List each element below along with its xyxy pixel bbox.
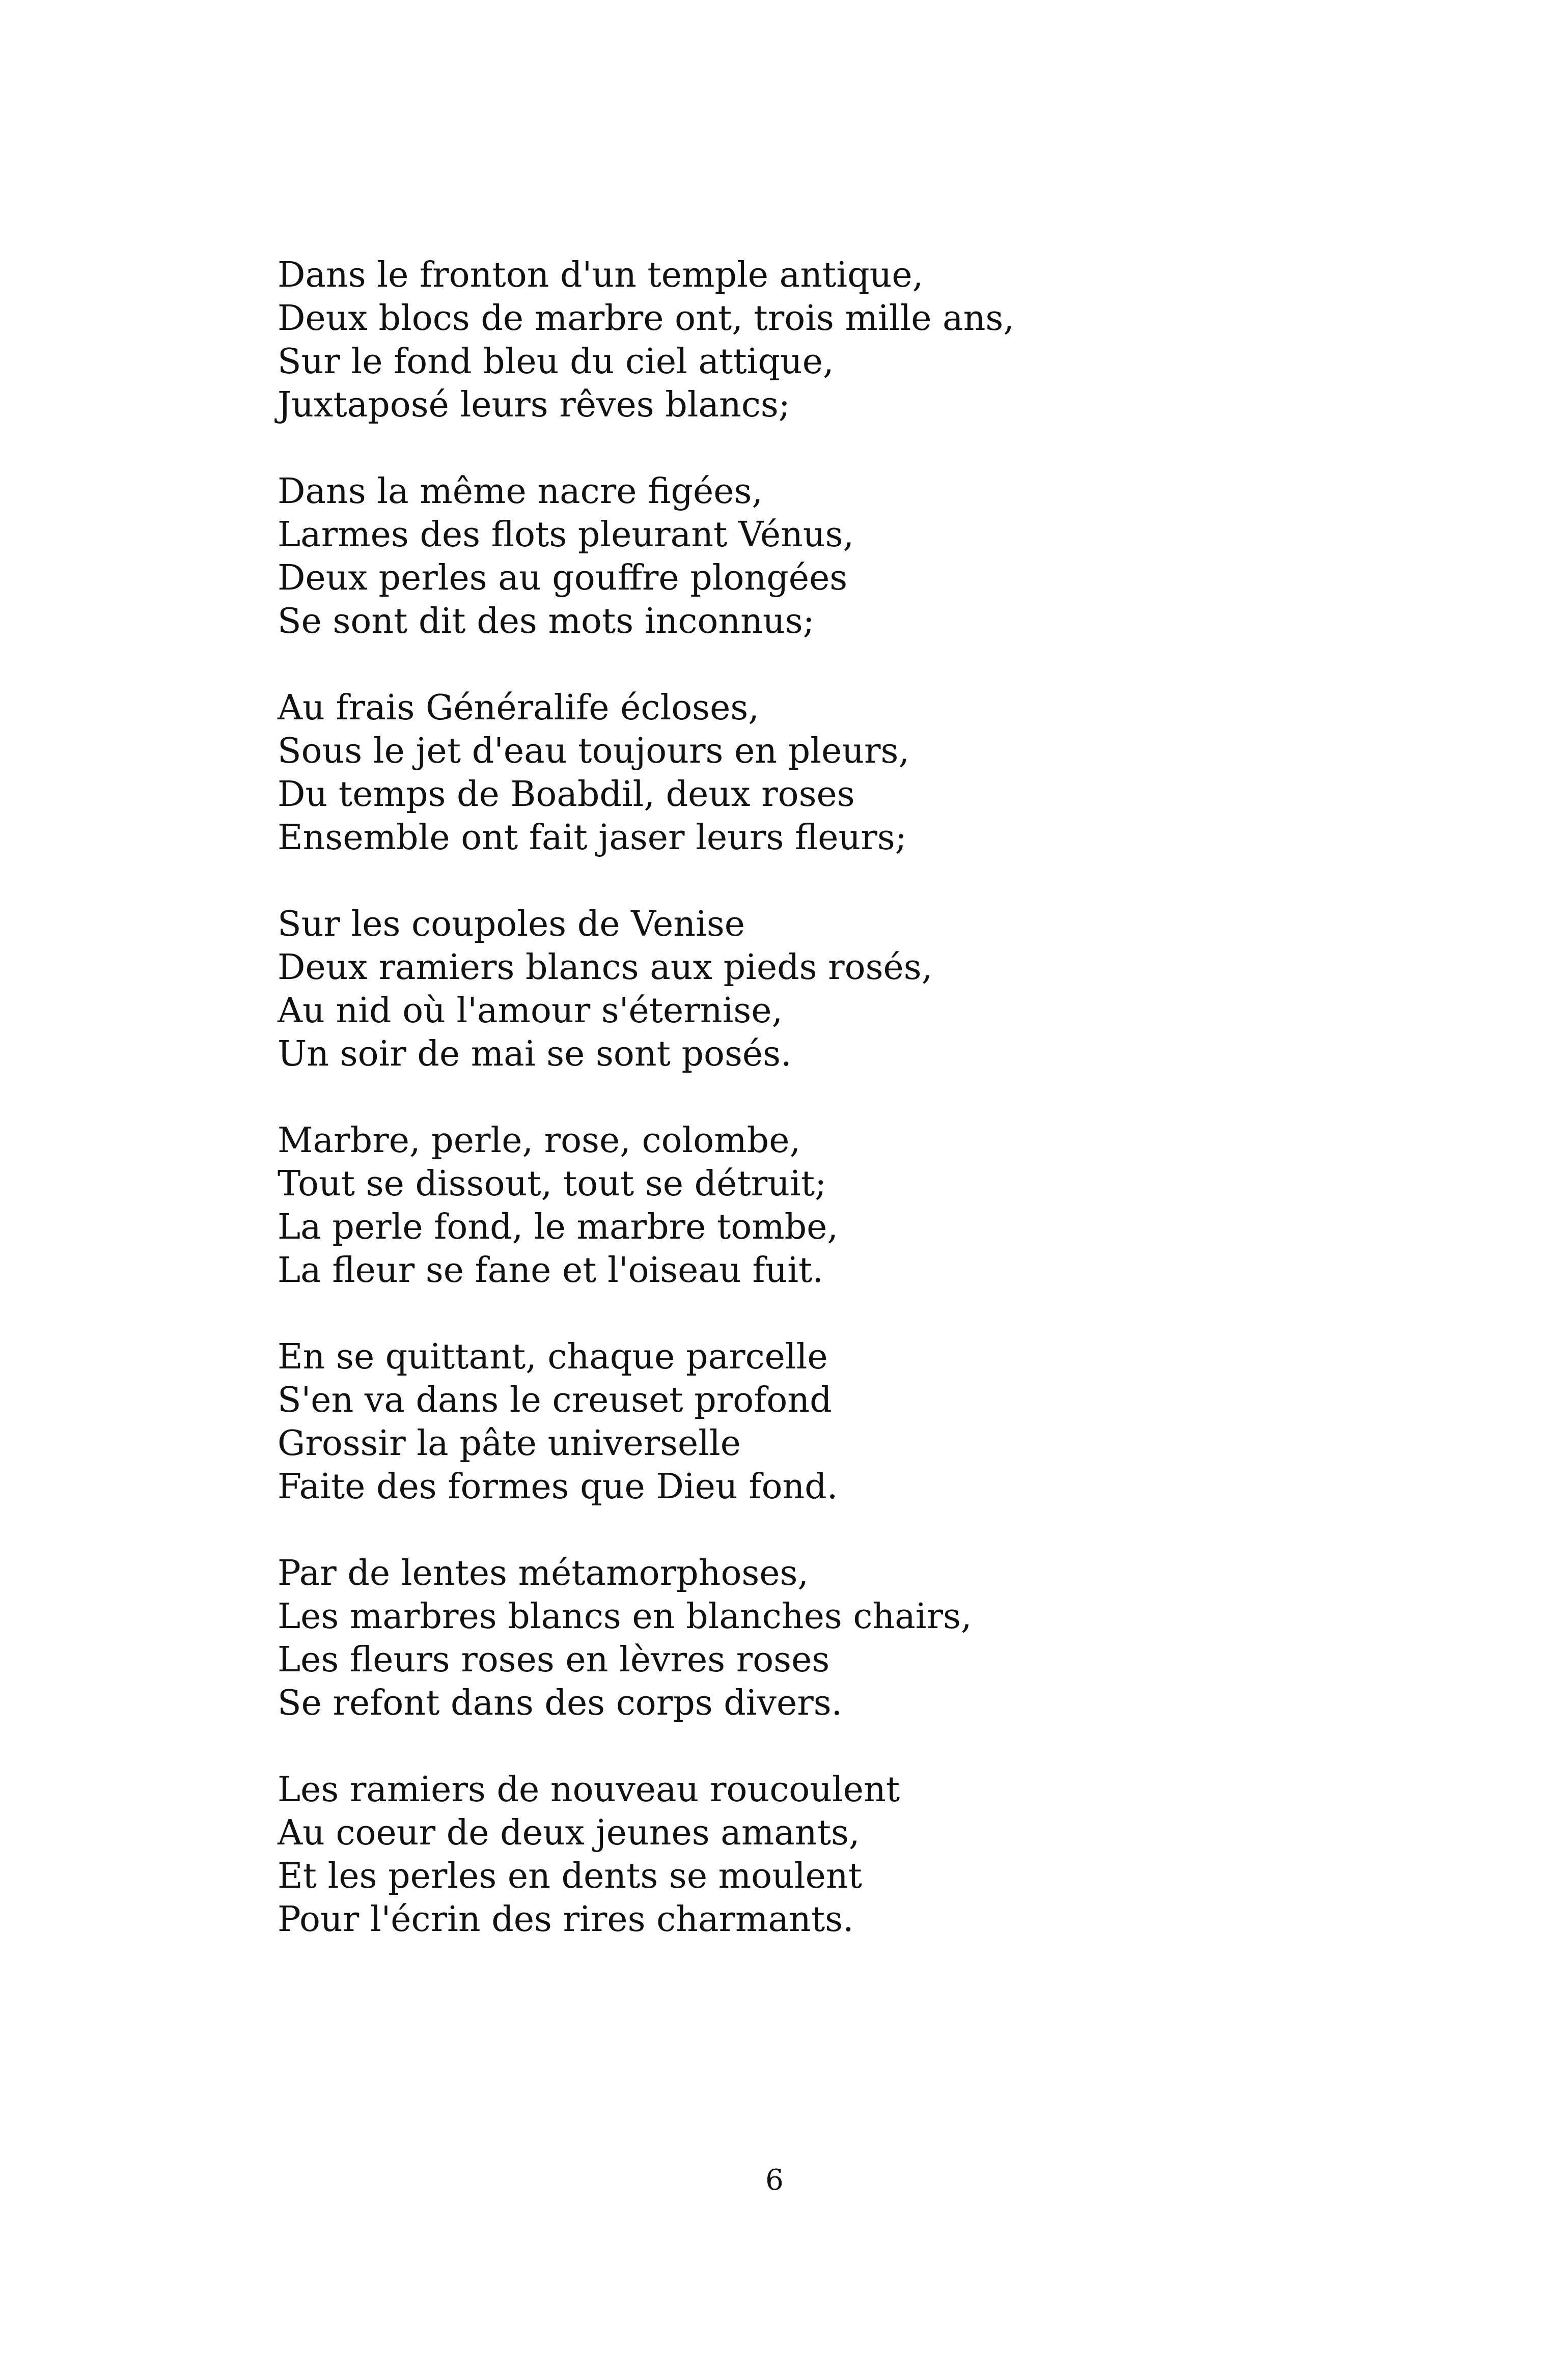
poem-line: La fleur se fane et l'oiseau fuit. bbox=[278, 1250, 823, 1291]
poem-line: En se quittant, chaque parcelle bbox=[278, 1337, 828, 1377]
poem-line: Larmes des flots pleurant Vénus, bbox=[278, 515, 854, 555]
poem-line: Juxtaposé leurs rêves blancs; bbox=[278, 385, 790, 425]
poem-line: Sur le fond bleu du ciel attique, bbox=[278, 342, 834, 382]
stanza-7 bbox=[278, 1552, 1398, 1725]
poem-line: Ensemble ont fait jaser leurs fleurs; bbox=[278, 818, 907, 858]
page-number: 6 bbox=[765, 2164, 784, 2197]
poem-line: Dans le fronton d'un temple antique, bbox=[278, 255, 924, 295]
stanza-3 bbox=[278, 686, 1398, 859]
poem-line: Sous le jet d'eau toujours en pleurs, bbox=[278, 731, 909, 771]
poem-line: Les ramiers de nouveau roucoulent bbox=[278, 1770, 900, 1810]
poem-line: Du temps de Boabdil, deux roses bbox=[278, 774, 855, 815]
poem-line: Se refont dans des corps divers. bbox=[278, 1683, 843, 1723]
poem-line: Deux blocs de marbre ont, trois mille ans, bbox=[278, 298, 1014, 339]
stanza-1 bbox=[278, 254, 1398, 427]
poem-line: Se sont dit des mots inconnus; bbox=[278, 601, 815, 641]
stanza-4 bbox=[278, 903, 1398, 1076]
poem-line: Deux perles au gouffre plongées bbox=[278, 558, 848, 598]
poem-line: Un soir de mai se sont posés. bbox=[278, 1034, 792, 1074]
poem-line: La perle fond, le marbre tombe, bbox=[278, 1207, 839, 1247]
poem-line: Marbre, perle, rose, colombe, bbox=[278, 1121, 801, 1161]
poem-line: Sur les coupoles de Venise bbox=[278, 904, 745, 944]
stanza-6 bbox=[278, 1335, 1398, 1508]
poem-body bbox=[278, 254, 1398, 1984]
poem-line: Au coeur de deux jeunes amants, bbox=[278, 1813, 860, 1853]
poem-line: Et les perles en dents se moulent bbox=[278, 1856, 862, 1896]
stanza-8 bbox=[278, 1768, 1398, 1941]
poem-line: Deux ramiers blancs aux pieds rosés, bbox=[278, 947, 933, 988]
stanza-2 bbox=[278, 470, 1398, 643]
poem-line: Les fleurs roses en lèvres roses bbox=[278, 1640, 830, 1680]
poem-line: Les marbres blancs en blanches chairs, bbox=[278, 1597, 972, 1637]
poem-line: Tout se dissout, tout se détruit; bbox=[278, 1164, 827, 1204]
stanza-5 bbox=[278, 1119, 1398, 1292]
poem-line: Dans la même nacre figées, bbox=[278, 471, 763, 512]
poem-line: S'en va dans le creuset profond bbox=[278, 1380, 832, 1420]
poem-line: Pour l'écrin des rires charmants. bbox=[278, 1899, 854, 1940]
poem-line: Au nid où l'amour s'éternise, bbox=[278, 991, 783, 1031]
poem-line: Faite des formes que Dieu fond. bbox=[278, 1467, 838, 1507]
poem-line: Au frais Généralife écloses, bbox=[278, 688, 759, 728]
poem-line: Grossir la pâte universelle bbox=[278, 1423, 741, 1464]
poem-line: Par de lentes métamorphoses, bbox=[278, 1553, 809, 1593]
